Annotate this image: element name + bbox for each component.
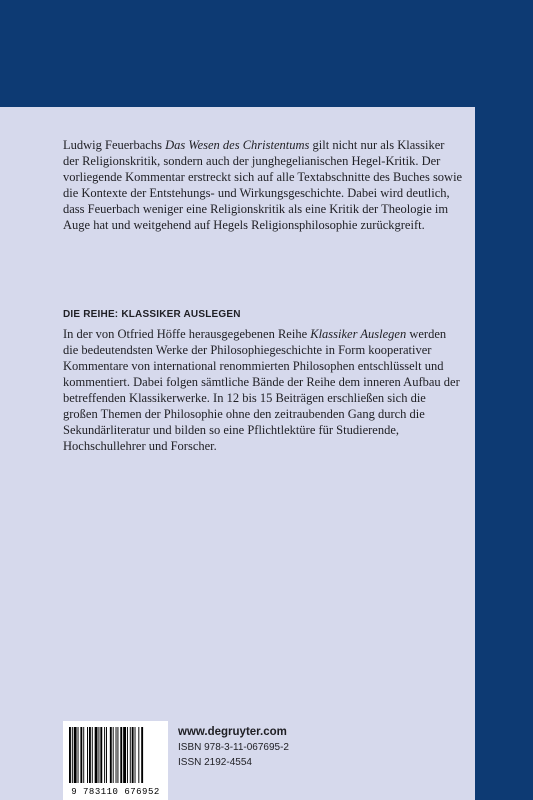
barcode-bar	[78, 727, 79, 783]
barcode-bar	[74, 727, 77, 783]
book-description	[63, 137, 463, 233]
barcode-bar	[87, 727, 88, 783]
barcode-bar	[98, 727, 99, 783]
book-title: Das Wesen des Christentums	[165, 138, 310, 152]
barcode-bar	[138, 727, 139, 783]
series-heading: DIE REIHE: KLASSIKER AUSLEGEN	[63, 309, 241, 320]
barcode-bar	[100, 727, 102, 783]
barcode-bar	[132, 727, 134, 783]
series-text-start: In der von Otfried Höffe herausgegebenen Reihe	[63, 327, 311, 341]
barcode-bar	[104, 727, 105, 783]
barcode-bar	[95, 727, 98, 783]
barcode-digits: 9 783110 676952	[71, 787, 160, 797]
barcode-bar	[141, 727, 143, 783]
barcode-bar	[110, 727, 112, 783]
barcode-bar	[120, 727, 122, 783]
barcode-bar	[89, 727, 91, 783]
barcode-bar	[113, 727, 114, 783]
issn: ISSN 2192-4554	[178, 757, 252, 768]
barcode-bar	[135, 727, 136, 783]
barcode-bar	[130, 727, 131, 783]
blurb-intro: Ludwig Feuerbachs	[63, 138, 166, 152]
barcode-bar	[72, 727, 73, 783]
barcode-bar	[80, 727, 82, 783]
barcode-bar	[116, 727, 117, 783]
series-description	[63, 326, 463, 454]
publisher-url[interactable]: www.degruyter.com	[178, 726, 287, 738]
barcode-bar	[127, 727, 128, 783]
barcode-bar	[69, 727, 71, 783]
series-text-rest: werden die bedeutendsten Werke der Philosophiegeschichte in Form kooperativer Kommentare von international renommierten Philosophen entschlüsselt und kommentiert. Dabei folgen sämtliche Bände der Reihe dem inneren Aufbau der betreffenden Klassikerwerke. In 12 bis 15 Beiträgen erschließen sich die großen Themen der Philosophie ohne den zeitraubenden Gang durch die Sekundärliteratur und bilden so eine Pflichtlektüre für Studierende, Hochschullehrer und Forscher.	[63, 327, 460, 453]
blurb-body: gilt nicht nur als Klassiker der Religionskritik, sondern auch der junghegelianischen Hegel-Kritik. Der vorliegende Kommentar erstreckt sich auf alle Textabschnitte des Buches sowie die Kontexte der Entstehungs- und Wirkungsgeschichte. Dabei wird deutlich, dass Feuerbach weniger eine Religionskritik als eine Kritik der Theologie im Auge hat und weitgehend auf Hegels Religionsphilosophie zurückgreift.	[63, 138, 463, 232]
barcode-bars	[67, 727, 164, 783]
series-name: Klassiker Auslegen	[310, 327, 407, 341]
barcode-bar	[92, 727, 93, 783]
barcode-bar	[106, 727, 107, 783]
barcode	[63, 721, 168, 800]
barcode-bar	[117, 727, 118, 783]
isbn: ISBN 978-3-11-067695-2	[178, 742, 289, 753]
barcode-bar	[123, 727, 126, 783]
barcode-bar	[83, 727, 84, 783]
